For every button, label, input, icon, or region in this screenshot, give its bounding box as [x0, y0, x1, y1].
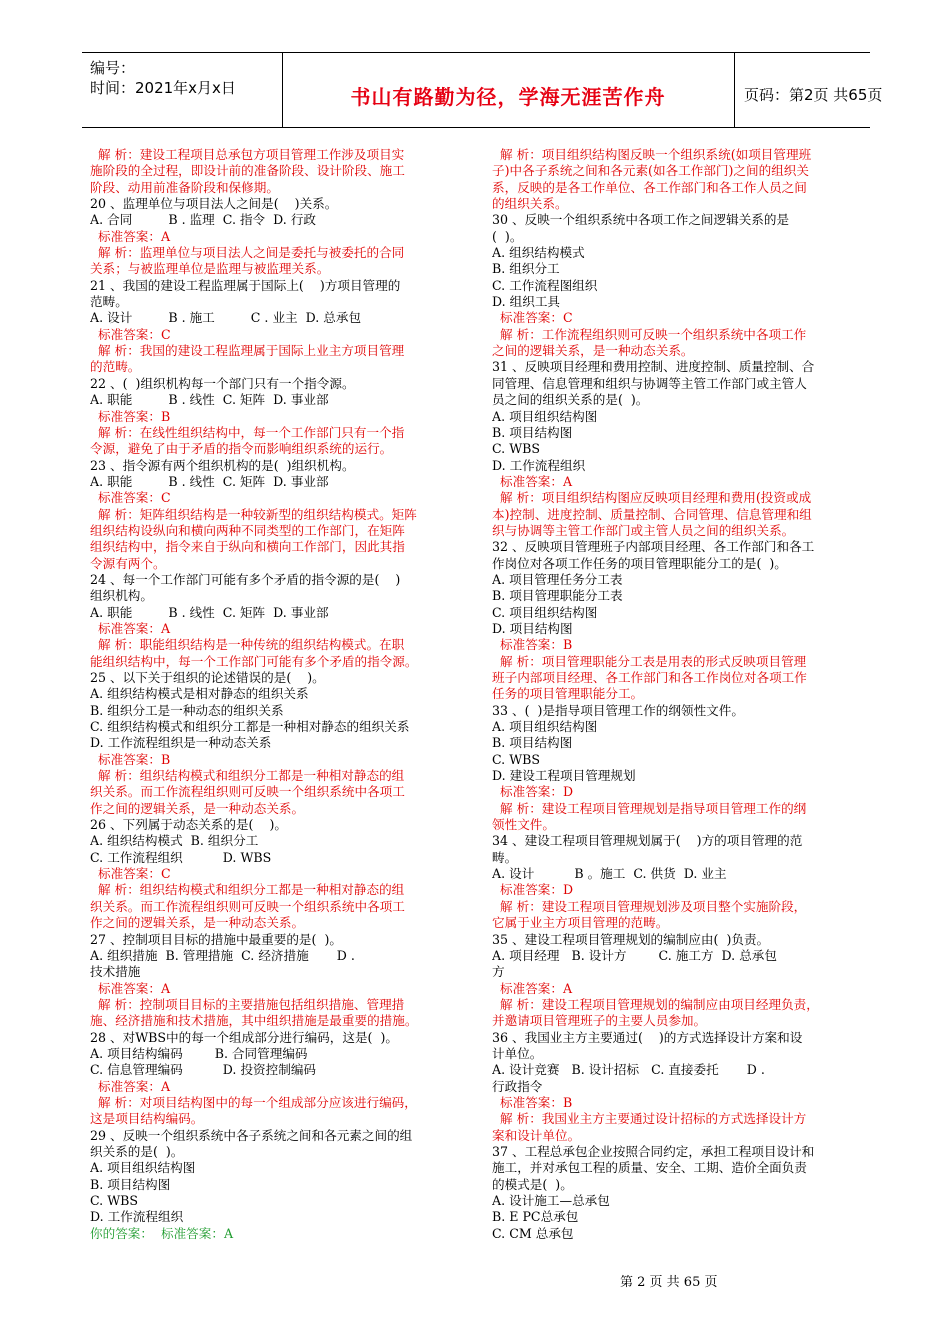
header-motto-cell [282, 53, 735, 127]
text-line: C. 工作流程图组织 [492, 277, 598, 293]
text-line: 解 析：项目组织结构图反映一个组织系统(如项目管理班 [492, 147, 812, 162]
text-line: 标准答案：C [492, 310, 573, 326]
text-line: 解 析：工作流程组织则可反映一个组织系统中各项工作 [492, 326, 807, 342]
text-line: A. 项目经理 B. 设计方 C. 施工方 D. 总承包 [492, 947, 777, 963]
text-line: C. WBS [492, 751, 541, 767]
text-line: A. 组织结构模式是相对静态的组织关系 [90, 686, 309, 702]
text-line: 它属于业主方项目管理的范畴。 [492, 915, 669, 931]
document-time-label: 时间：2021年x月x日 [90, 79, 236, 97]
text-line: A. 职能 B . 线性 C. 矩阵 D. 事业部 [90, 604, 329, 620]
text-line: A. 项目管理任务分工表 [492, 571, 623, 587]
text-line: 织关系的是( )。 [90, 1143, 184, 1159]
text-line: 解 析：控制项目目标的主要措施包括组织措施、管理措 [90, 996, 405, 1012]
page-header [82, 52, 883, 128]
text-line: 的组织关系。 [492, 196, 568, 212]
text-line: 解 析：建设工程项目管理规划是指导项目管理工作的纲 [492, 800, 807, 816]
text-line: B. 项目结构图 [492, 424, 573, 440]
text-line: 行政指令 [492, 1078, 543, 1094]
text-line: B. 项目管理职能分工表 [492, 588, 623, 604]
text-line: 织关系。而工作流程组织则可反映一个组织系统中各项工 [90, 784, 405, 800]
text-line: A. 项目结构编码 B. 合同管理编码 [90, 1045, 308, 1061]
text-line: 作之间的逻辑关系，是一种动态关系。 [90, 800, 305, 816]
text-line: A. 项目组织结构图 [90, 1160, 196, 1176]
text-line: 标准答案：D [492, 882, 574, 898]
text-line: D. 建设工程项目管理规划 [492, 768, 636, 784]
left-column [90, 147, 462, 1242]
text-line: 解 析：我国的建设工程监理属于国际上业主方项目管理 [90, 343, 405, 359]
text-line: B. 组织分工是一种动态的组织关系 [90, 702, 284, 718]
text-line: 的范畴。 [90, 359, 141, 375]
text-line: A. 设计竞赛 B. 设计招标 C. 直接委托 D . [492, 1062, 765, 1078]
text-line: 之间的逻辑关系，是一种动态关系。 [492, 343, 694, 359]
text-line: 24 、每一个工作部门可能有多个矛盾的指令源的是( ) [90, 571, 401, 587]
text-line: 28 、对WBS中的每一个组成部分进行编码，这是( )。 [90, 1029, 398, 1045]
text-line: B. 项目结构图 [90, 1176, 171, 1192]
text-line: D. 组织工具 [492, 294, 561, 310]
text-line: A. 项目组织结构图 [492, 719, 598, 735]
text-line: 27 、控制项目目标的措施中最重要的是( )。 [90, 931, 342, 947]
text-line: 标准答案：C [90, 326, 171, 342]
text-line: 解 析：我国业主方主要通过设计招标的方式选择设计方 [492, 1111, 807, 1127]
text-line: 范畴。 [90, 294, 128, 310]
text-line: 标准答案：A [492, 980, 573, 996]
text-line: 标准答案：A [90, 1078, 171, 1094]
text-line: 解 析：建设工程项目管理规划的编制应由项目经理负责， [492, 996, 819, 1012]
text-line: B. E PC总承包 [492, 1209, 579, 1225]
text-line: 解 析：建设工程项目管理规划涉及项目整个实施阶段， [492, 898, 807, 914]
text-line: 织关系。而工作流程组织则可反映一个组织系统中各项工 [90, 898, 405, 914]
text-line: C. WBS [492, 441, 541, 457]
text-line: 解 析：项目组织结构图应反映项目经理和费用(投资或成 [492, 490, 812, 506]
text-line: A. 组织结构模式 [492, 245, 585, 261]
text-line: 畴。 [492, 849, 518, 865]
text-line: 施阶段的全过程，即设计前的准备阶段、设计阶段、施工 [90, 163, 405, 179]
text-line: 系，反映的是各工作单位、各工作部门和各工作人员之间 [492, 179, 807, 195]
text-line: 同管理、信息管理和组织与协调等主管工作部门或主管人 [492, 375, 807, 391]
right-column [492, 147, 862, 1242]
text-line: A. 设计 B . 施工 C . 业主 D. 总承包 [90, 310, 362, 326]
text-line: 施工，并对承包工程的质量、安全、工期、造价全面负责 [492, 1160, 807, 1176]
text-line: B. 组织分工 [492, 261, 560, 277]
text-line: 本)控制、进度控制、质量控制、合同管理、信息管理和组 [492, 506, 812, 522]
text-line: 解 析：项目管理职能分工表是用表的形式反映项目管理 [492, 653, 807, 669]
text-line: A. 项目组织结构图 [492, 408, 598, 424]
text-line: 标准答案：B [492, 637, 573, 653]
text-line: 解 析：组织结构模式和组织分工都是一种相对静态的组 [90, 768, 405, 784]
text-line: A. 设计 B 。施工 C. 供货 D. 业主 [492, 866, 727, 882]
text-line: 31 、反映项目经理和费用控制、进度控制、质量控制、合 [492, 359, 815, 375]
text-line: 23 、指令源有两个组织机构的是( )组织机构。 [90, 457, 355, 473]
text-line: D. 工作流程组织是一种动态关系 [90, 735, 272, 751]
text-line: 能组织结构中，每一个工作部门可能有多个矛盾的指令源。 [90, 653, 418, 669]
text-line: ( )。 [492, 228, 523, 244]
text-line: A. 组织措施 B. 管理措施 C. 经济措施 D . [90, 947, 355, 963]
text-line: C. 项目组织结构图 [492, 604, 598, 620]
text-line: 25 、以下关于组织的论述错误的是( )。 [90, 670, 325, 685]
document-number-label: 编号： [90, 59, 136, 77]
text-line: 36 、我国业主方主要通过( )的方式选择设计方案和设 [492, 1029, 803, 1045]
text-line: 这是项目结构编码。 [90, 1111, 204, 1127]
header-page-cell [734, 53, 883, 127]
text-line: 34 、建设工程项目管理规划属于( )方的项目管理的范 [492, 833, 803, 849]
text-line: D. 项目结构图 [492, 620, 573, 636]
text-line: 并邀请项目管理班子的主要人员参加。 [492, 1013, 707, 1029]
text-line: B. 项目结构图 [492, 735, 573, 751]
text-line: C. 信息管理编码 D. 投资控制编码 [90, 1062, 317, 1078]
text-line: 解 析：建设工程项目总承包方项目管理工作涉及项目实 [90, 147, 405, 162]
text-line: 施、经济措施和技术措施，其中组织措施是最重要的措施。 [90, 1013, 418, 1029]
text-line: A. 职能 B . 线性 C. 矩阵 D. 事业部 [90, 473, 329, 489]
text-line: C. CM 总承包 [492, 1225, 574, 1241]
page-info: 页码：第2页 共65页 [744, 86, 883, 104]
text-line: 标准答案：A [90, 980, 171, 996]
text-line: C. 组织结构模式和组织分工都是一种相对静态的组织关系 [90, 719, 410, 735]
text-line: 令源，避免了由于矛盾的指令而影响组织系统的运行。 [90, 441, 393, 457]
text-line: 任务的项目管理职能分工。 [492, 686, 644, 702]
text-line: A. 组织结构模式 B. 组织分工 [90, 833, 259, 849]
text-line: 关系；与被监理单位是监理与被监理关系。 [90, 261, 330, 277]
text-line: 37 、工程总承包企业按照合同约定，承担工程项目设计和 [492, 1143, 815, 1159]
text-line: D. 工作流程组织 [90, 1209, 184, 1225]
text-line: 阶段、动用前准备阶段和保修期。 [90, 179, 279, 195]
text-line: 组织机构。 [90, 588, 153, 604]
text-line: 标准答案：B [90, 408, 171, 424]
text-line: 组织结构设纵向和横向两种不同类型的工作部门，在矩阵 [90, 522, 405, 538]
motto-text: 书山有路勤为径，学海无涯苦作舟 [350, 85, 666, 109]
text-line: 组织结构中，指令来自于纵向和横向工作部门，因此其指 [90, 539, 405, 555]
text-line: 33 、( )是指导项目管理工作的纲领性文件。 [492, 702, 744, 718]
text-line: 解 析：对项目结构图中的每一个组成部分应该进行编码， [90, 1094, 417, 1110]
text-line: 你的答案： 标准答案：A [90, 1225, 234, 1241]
text-line: 35 、建设工程项目管理规划的编制应由( )负责。 [492, 931, 770, 947]
text-line: 标准答案：C [90, 866, 171, 882]
text-line: 标准答案：C [90, 490, 171, 506]
page-footer: 第 2 页 共 65 页 [620, 1275, 718, 1290]
text-line: 29 、反映一个组织系统中各子系统之间和各元素之间的组 [90, 1127, 413, 1143]
text-line: 计单位。 [492, 1045, 543, 1061]
text-line: 班子内部项目经理、各工作部门和各工作岗位对各项工作 [492, 670, 807, 685]
text-line: 的模式是( )。 [492, 1176, 573, 1192]
text-line: 22 、( )组织机构每一个部门只有一个指令源。 [90, 375, 355, 391]
text-line: 解 析：监理单位与项目法人之间是委托与被委托的合同 [90, 245, 405, 261]
text-line: 子)中各子系统之间和各元素(如各工作部门)之间的组织关 [492, 163, 809, 179]
text-line: 解 析：职能组织结构是一种传统的组织结构模式。在职 [90, 637, 405, 653]
text-line: 方 [492, 964, 505, 980]
text-line: 标准答案：A [492, 473, 573, 489]
text-line: C. 工作流程组织 D. WBS [90, 849, 272, 865]
text-line: 领性文件。 [492, 817, 555, 833]
text-line: 21 、我国的建设工程监理属于国际上( )方项目管理的 [90, 277, 401, 293]
text-line: 26 、下列属于动态关系的是( )。 [90, 817, 287, 833]
text-line: 解 析：在线性组织结构中，每一个工作部门只有一个指 [90, 424, 405, 440]
text-line: 令源有两个。 [90, 555, 166, 571]
text-line: 技术措施 [90, 964, 141, 980]
text-line: 标准答案：B [492, 1094, 573, 1110]
text-line: 解 析：组织结构模式和组织分工都是一种相对静态的组 [90, 882, 405, 898]
text-line: 30 、反映一个组织系统中各项工作之间逻辑关系的是 [492, 212, 790, 228]
text-line: 员之间的组织关系的是( )。 [492, 392, 649, 408]
text-line: 32 、反映项目管理班子内部项目经理、各工作部门和各工 [492, 539, 815, 555]
text-line: 20 、监理单位与项目法人之间是( )关系。 [90, 196, 338, 212]
text-line: 标准答案：A [90, 620, 171, 636]
header-meta-cell [82, 53, 283, 127]
text-line: 标准答案：A [90, 228, 171, 244]
text-line: 标准答案：B [90, 751, 171, 767]
text-line: 标准答案：D [492, 784, 574, 800]
text-line: 作之间的逻辑关系，是一种动态关系。 [90, 915, 305, 931]
text-line: D. 工作流程组织 [492, 457, 586, 473]
text-line: 案和设计单位。 [492, 1127, 581, 1143]
text-line: A. 合同 B . 监理 C. 指令 D. 行政 [90, 212, 317, 228]
text-line: 作岗位对各项工作任务的项目管理职能分工的是( )。 [492, 555, 787, 571]
text-line: A. 设计施工—总承包 [492, 1193, 610, 1208]
text-line: 织与协调等主管工作部门或主管人员之间的组织关系。 [492, 522, 795, 538]
text-line: A. 职能 B . 线性 C. 矩阵 D. 事业部 [90, 392, 329, 408]
text-line: C. WBS [90, 1193, 139, 1208]
text-line: 解 析：矩阵组织结构是一种较新型的组织结构模式。矩阵 [90, 506, 417, 522]
